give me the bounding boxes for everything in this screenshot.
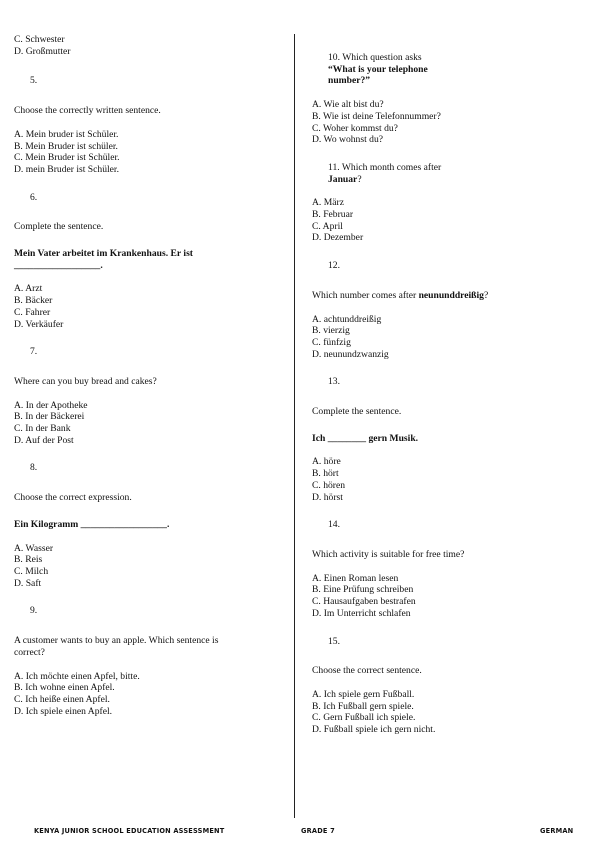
question-11 (312, 162, 580, 185)
option: A. Ich möchte einen Apfel, bitte. (14, 670, 140, 682)
option: B. In der Bäckerei (14, 411, 85, 423)
question-prompt-14: Which activity is suitable for free time? (312, 548, 465, 560)
options-13 (312, 456, 580, 503)
option: D. Auf der Post (14, 434, 74, 446)
question-prompt-15: Choose the correct sentence. (312, 665, 422, 677)
options-14 (312, 573, 580, 620)
option: D. Im Unterricht schlafen (312, 607, 411, 619)
question-10 (312, 52, 580, 87)
option: B. Ich Fußball gern spiele. (312, 700, 414, 712)
question-number-5: 5. (30, 75, 38, 87)
question-stem-13: Ich ________ gern Musik. (312, 432, 419, 444)
option: B. Februar (312, 209, 354, 221)
options-8 (14, 543, 286, 590)
option: A. März (312, 197, 344, 209)
question-prompt-13: Complete the sentence. (312, 406, 402, 418)
option: B. Ich wohne einen Apfel. (14, 682, 115, 694)
options-11 (312, 197, 580, 244)
option: A. Wasser (14, 542, 54, 554)
options-7 (14, 400, 286, 447)
option: A. Mein bruder ist Schüler. (14, 128, 119, 140)
option: D. Saft (14, 577, 42, 589)
question-number-8: 8. (30, 462, 38, 474)
option: A. Einen Roman lesen (312, 572, 399, 584)
option: C. fünfzig (312, 336, 351, 348)
option: A. höre (312, 456, 341, 468)
option: D. hörst (312, 491, 343, 503)
option: C. hören (312, 479, 346, 491)
question-stem-8: Ein Kilogramm __________________. (14, 518, 170, 530)
option: B. Wie ist deine Telefonnummer? (312, 110, 441, 122)
question-prompt-5: Choose the correctly written sentence. (14, 105, 161, 117)
question-prompt-8: Choose the correct expression. (14, 492, 132, 504)
option: B. Mein Bruder ist schüler. (14, 140, 118, 152)
option: B. Bäcker (14, 295, 53, 307)
question-number-6: 6. (30, 191, 38, 203)
footer-subject: GERMAN (540, 827, 574, 835)
options-6 (14, 283, 286, 330)
question-stem-6: Mein Vater arbeitet im Krankenhaus. Er ist (14, 248, 193, 260)
option: D. mein Bruder ist Schüler. (14, 163, 119, 175)
question-number-13: 13. (328, 376, 340, 388)
question-mark: ? (357, 173, 362, 185)
option: A. achtunddreißig (312, 313, 382, 325)
option: D. Fußball spiele ich gern nicht. (312, 724, 436, 736)
question-prompt-11: 11. Which month comes after (328, 161, 442, 173)
question-number-7: 7. (30, 346, 38, 358)
question-prompt-6: Complete the sentence. (14, 221, 104, 233)
question-number-15: 15. (328, 635, 340, 647)
option: C. Hausaufgaben bestrafen (312, 596, 416, 608)
option: A. Wie alt bist du? (312, 99, 384, 111)
prompt-text: Which number comes after (312, 289, 419, 301)
number-term: neununddreißig (418, 289, 484, 301)
question-stem-6-blank: __________________. (14, 259, 103, 271)
question-prompt-7: Where can you buy bread and cakes? (14, 375, 157, 387)
option: C. Schwester (14, 34, 65, 45)
question-number-12: 12. (328, 260, 340, 272)
option: A. In der Apotheke (14, 399, 88, 411)
question-prompt-9: A customer wants to buy an apple. Which sentence is (14, 635, 219, 647)
options-15 (312, 689, 580, 736)
option: A. Ich spiele gern Fußball. (312, 688, 415, 700)
question-prompt-9-cont: correct? (14, 646, 45, 658)
page-footer (0, 827, 595, 839)
question-stem-10-cont: number?” (328, 75, 371, 87)
column-divider (294, 34, 295, 818)
question-number-14: 14. (328, 519, 340, 531)
option: C. Mein Bruder ist Schüler. (14, 152, 120, 164)
option: D. Dezember (312, 232, 364, 244)
option: A. Arzt (14, 283, 43, 295)
question-mark: ? (483, 289, 489, 301)
question-stem-10: “What is your telephone (328, 63, 428, 75)
option: D. Verkäufer (14, 318, 64, 330)
option: D. Ich spiele einen Apfel. (14, 705, 113, 717)
option: B. vierzig (312, 325, 350, 337)
option: B. hört (312, 468, 339, 480)
option: B. Reis (14, 554, 43, 566)
option: B. Eine Prüfung schreiben (312, 584, 414, 596)
option: C. April (312, 220, 343, 232)
options-5 (14, 129, 286, 176)
option: C. In der Bank (14, 423, 71, 435)
options-12 (312, 314, 580, 361)
option: C. Milch (14, 565, 49, 577)
question-prompt-12 (312, 290, 580, 302)
option: C. Ich heiße einen Apfel. (14, 693, 110, 705)
question-prompt-10: 10. Which question asks (328, 52, 422, 63)
option: C. Fahrer (14, 306, 51, 318)
right-column (312, 34, 580, 736)
footer-exam-name: KENYA JUNIOR SCHOOL EDUCATION ASSESSMENT (34, 827, 225, 835)
options-10 (312, 99, 580, 146)
option: D. Wo wohnst du? (312, 134, 384, 146)
option: C. Woher kommst du? (312, 122, 398, 134)
left-column (14, 34, 286, 717)
question-number-9: 9. (30, 605, 38, 617)
question-stem-11 (328, 174, 580, 186)
month-term: Januar (328, 173, 358, 185)
option: D. Großmutter (14, 45, 71, 57)
footer-grade: GRADE 7 (301, 827, 335, 835)
options-9 (14, 671, 286, 718)
option: D. neunundzwanzig (312, 348, 389, 360)
option: C. Gern Fußball ich spiele. (312, 712, 416, 724)
